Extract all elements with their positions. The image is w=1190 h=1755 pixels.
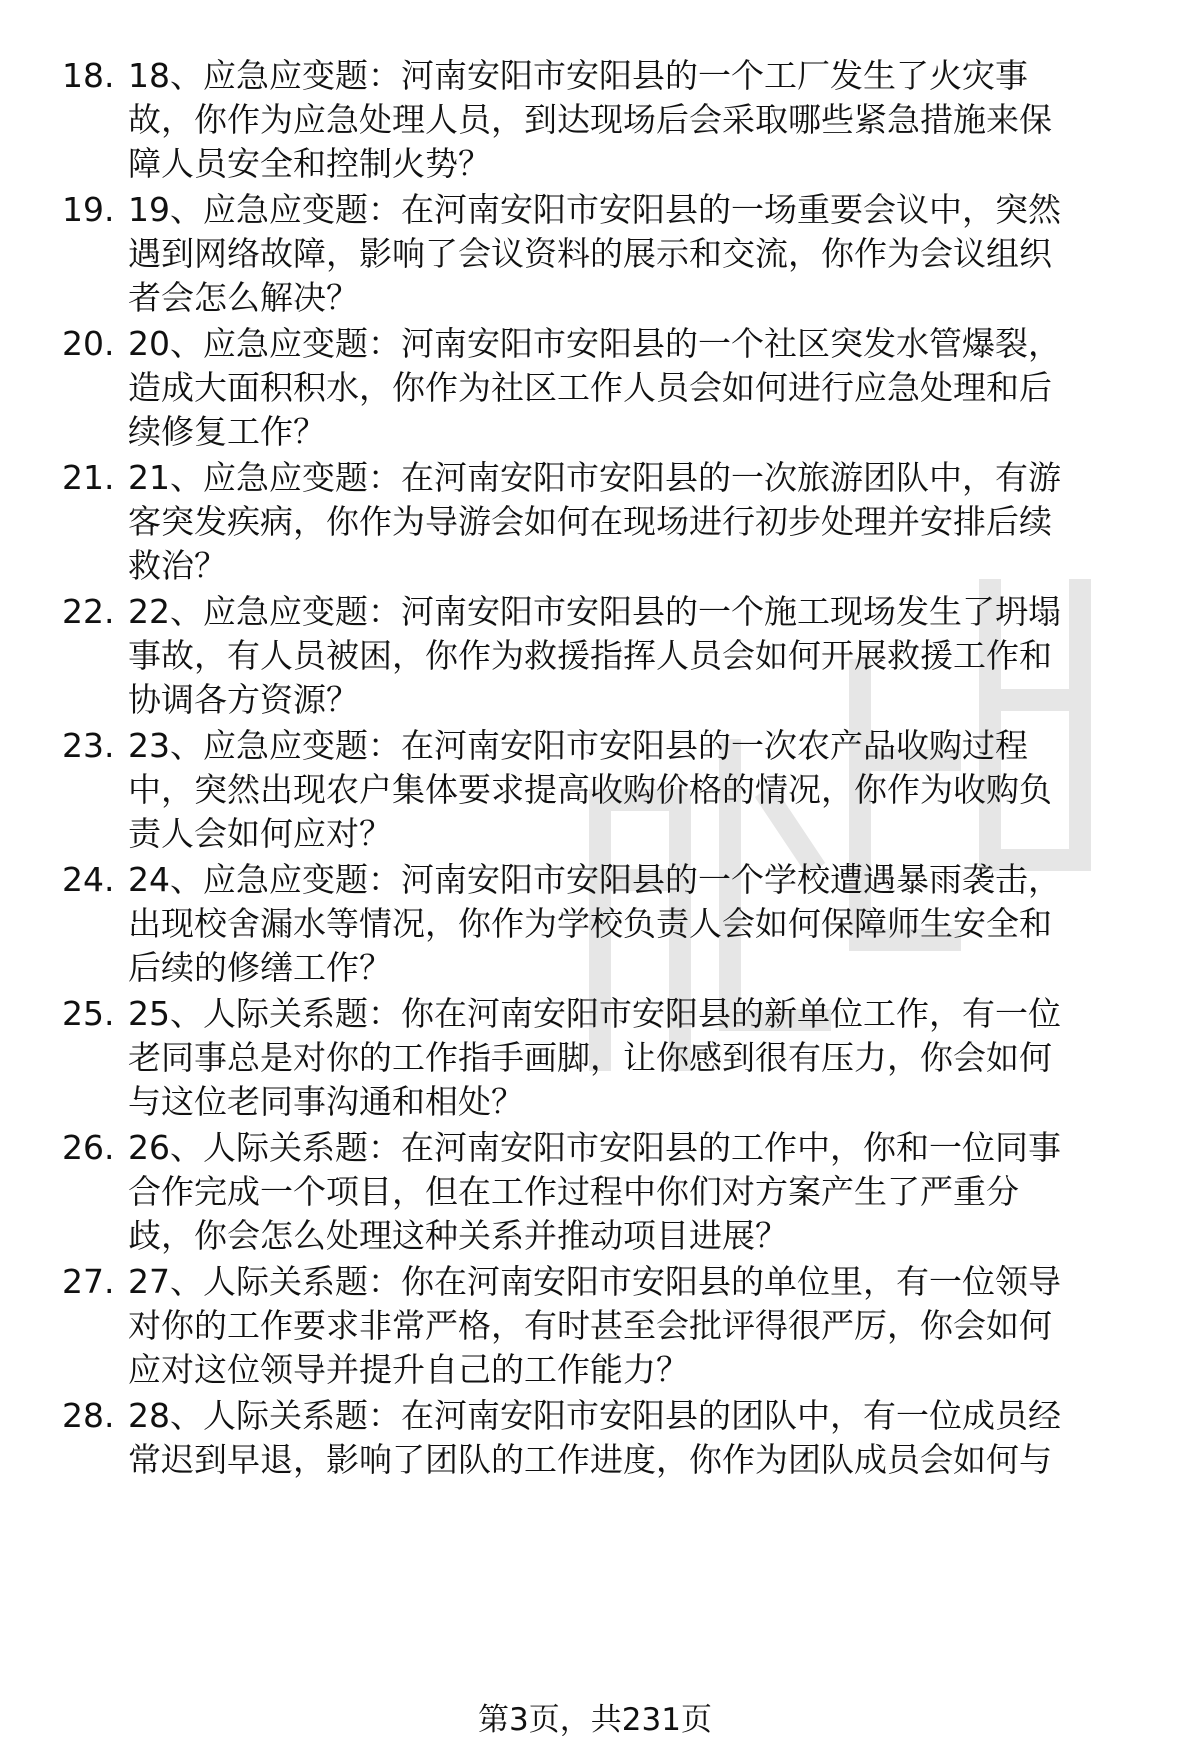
question-number: 26. (62, 1128, 115, 1167)
question-text: 20、应急应变题：河南安阳市安阳县的一个社区突发水管爆裂， 造成大面积积水，你作为社区工作人员会如何进行应急处理和后 续修复工作？ (128, 324, 1061, 451)
question-number: 20. (62, 324, 115, 363)
question-number: 27. (62, 1262, 115, 1301)
question-number: 21. (62, 458, 115, 497)
question-number: 24. (62, 860, 115, 899)
question-number: 23. (62, 726, 115, 765)
question-number: 22. (62, 592, 115, 631)
page-footer: 第3页，共231页 (478, 1702, 712, 1738)
question-text: 26、人际关系题：在河南安阳市安阳县的工作中，你和一位同事 合作完成一个项目，但在工作过程中你们对方案产生了严重分 歧，你会怎么处理这种关系并推动项目进展？ (128, 1128, 1061, 1255)
question-text: 24、应急应变题：河南安阳市安阳县的一个学校遭遇暴雨袭击， 出现校舍漏水等情况，你作为学校负责人会如何保障师生安全和 后续的修缮工作？ (128, 860, 1061, 987)
question-text: 23、应急应变题：在河南安阳市安阳县的一次农产品收购过程 中，突然出现农户集体要求提高收购价格的情况，你作为收购负 责人会如何应对？ (128, 726, 1052, 853)
question-number: 18. (62, 56, 115, 95)
question-text: 21、应急应变题：在河南安阳市安阳县的一次旅游团队中，有游 客突发疾病，你作为导游会如何在现场进行初步处理并安排后续 救治？ (128, 458, 1061, 585)
question-text: 19、应急应变题：在河南安阳市安阳县的一场重要会议中，突然 遇到网络故障，影响了会议资料的展示和交流，你作为会议组织 者会怎么解决？ (128, 190, 1061, 317)
question-text: 28、人际关系题：在河南安阳市安阳县的团队中，有一位成员经 常迟到早退，影响了团队的工作进度，你作为团队成员会如何与 (128, 1396, 1061, 1479)
question-text: 22、应急应变题：河南安阳市安阳县的一个施工现场发生了坍塌 事故，有人员被困，你作为救援指挥人员会如何开展救援工作和 协调各方资源？ (128, 592, 1061, 719)
question-number: 28. (62, 1396, 115, 1435)
question-number: 19. (62, 190, 115, 229)
question-text: 18、应急应变题：河南安阳市安阳县的一个工厂发生了火灾事 故，你作为应急处理人员，到达现场后会采取哪些紧急措施来保 障人员安全和控制火势？ (128, 56, 1052, 183)
question-number: 25. (62, 994, 115, 1033)
question-text: 25、人际关系题：你在河南安阳市安阳县的新单位工作，有一位 老同事总是对你的工作指手画脚，让你感到很有压力，你会如何 与这位老同事沟通和相处？ (128, 994, 1061, 1121)
question-text: 27、人际关系题：你在河南安阳市安阳县的单位里，有一位领导 对你的工作要求非常严格，有时甚至会批评得很严厉，你会如何 应对这位领导并提升自己的工作能力？ (128, 1262, 1061, 1389)
